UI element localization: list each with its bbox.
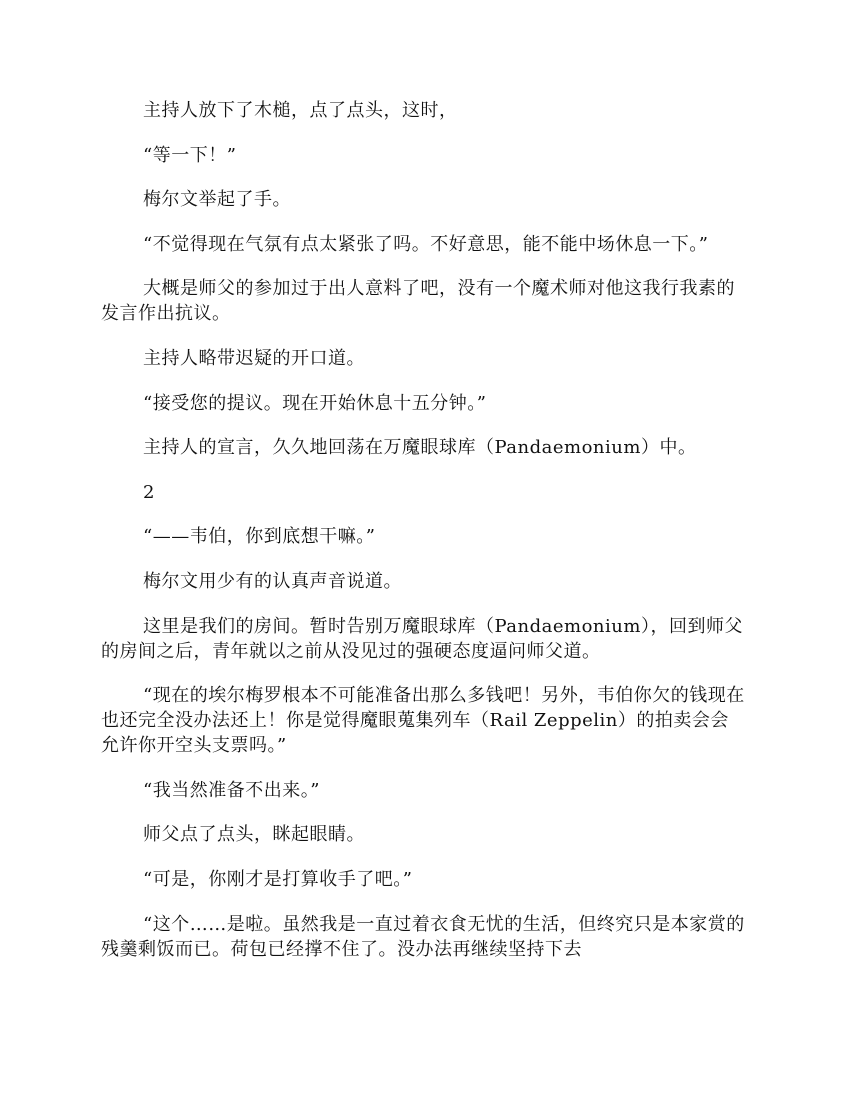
paragraph: “不觉得现在气氛有点太紧张了吗。不好意思，能不能中场休息一下。”	[143, 233, 709, 255]
paragraph: “接受您的提议。现在开始休息十五分钟。”	[143, 392, 487, 414]
paragraph: “这个……是啦。虽然我是一直过着衣食无忧的生活，但终究只是本家赏的残羹剩饭而已。荷包已经撑不住了。没办法再继续坚持下去	[101, 913, 745, 960]
paragraph: “可是，你刚才是打算收手了吧。”	[143, 868, 413, 890]
text-body	[101, 98, 745, 981]
paragraph: 主持人的宣言，久久地回荡在万魔眼球库（Pandaemonium）中。	[143, 437, 697, 459]
paragraph: 大概是师父的参加过于出人意料了吧，没有一个魔术师对他这我行我素的发言作出抗议。	[101, 278, 735, 325]
paragraph: “现在的埃尔梅罗根本不可能准备出那么多钱吧！另外，韦伯你欠的钱现在也还完全没办法还上！你是觉得魔眼蒐集列车（Rail Zeppelin）的拍卖会会允许你开空头支票吗。”	[101, 685, 745, 757]
paragraph: 主持人放下了木槌，点了点头，这时，	[143, 100, 458, 121]
section-number: 2	[143, 481, 155, 503]
paragraph: 这里是我们的房间。暂时告别万魔眼球库（Pandaemonium），回到师父的房间之后，青年就以之前从没见过的强硬态度逼问师父道。	[101, 615, 743, 662]
paragraph: “等一下！”	[143, 144, 237, 166]
paragraph: “——韦伯，你到底想干嘛。”	[143, 526, 376, 548]
paragraph: 师父点了点头，眯起眼睛。	[143, 824, 365, 846]
paragraph: 梅尔文用少有的认真声音说道。	[143, 570, 402, 592]
paragraph: “我当然准备不出来。”	[143, 779, 320, 801]
paragraph: 主持人略带迟疑的开口道。	[143, 347, 365, 369]
paragraph: 梅尔文举起了手。	[143, 189, 291, 211]
